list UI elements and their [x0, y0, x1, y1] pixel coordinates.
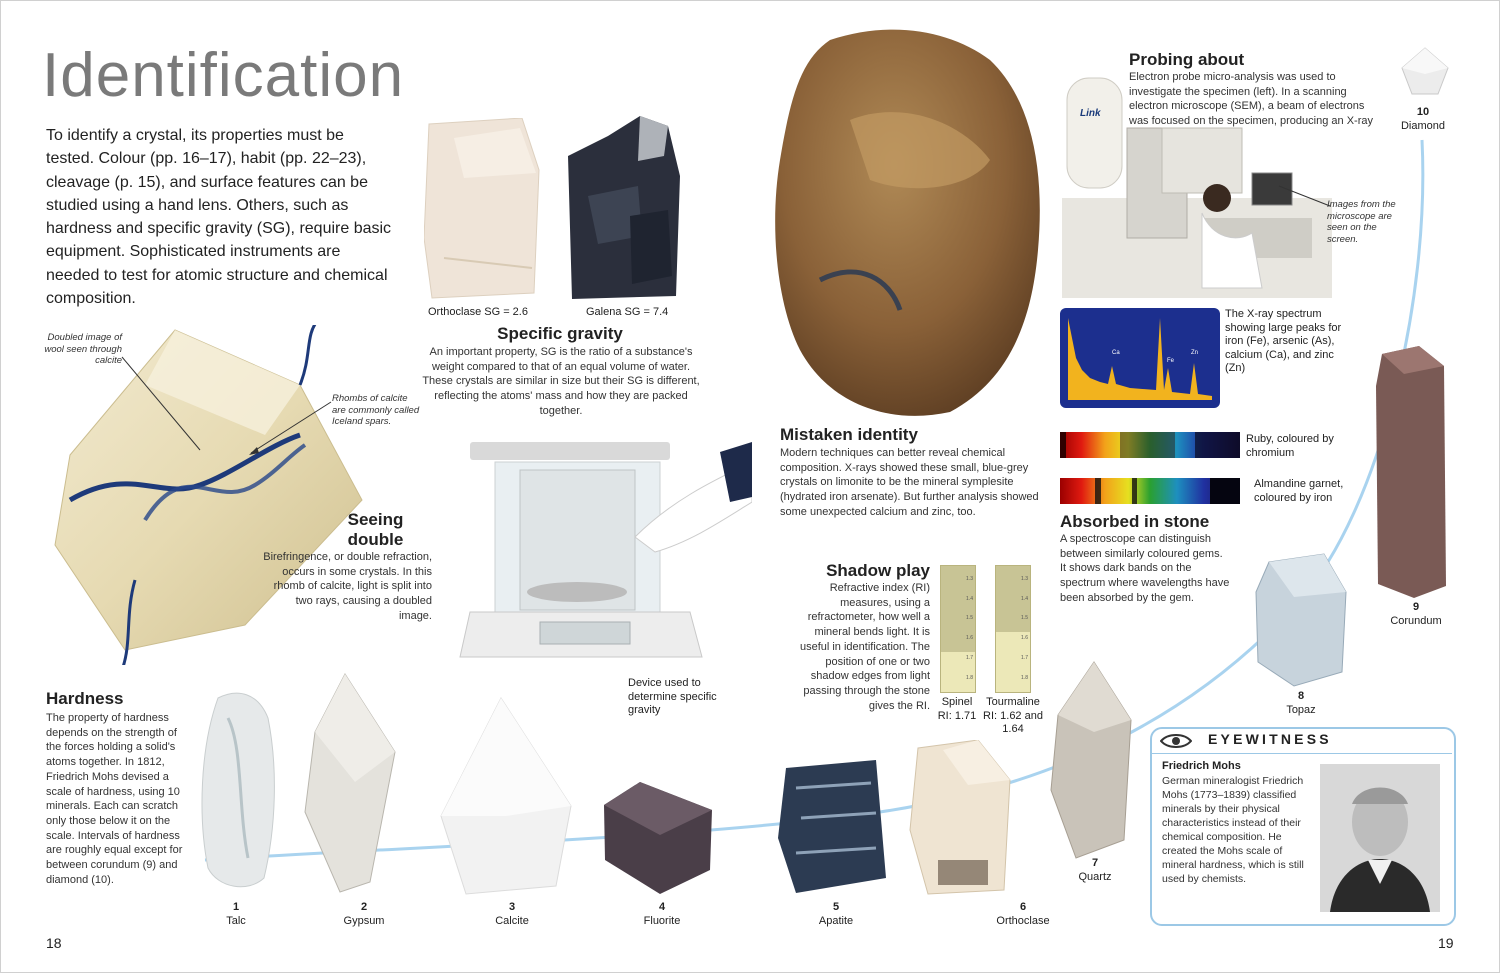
mineral-label-9 — [1356, 600, 1476, 628]
tourmaline-tick: 1.3 — [1021, 576, 1028, 582]
mineral-number: 9 — [1412, 601, 1420, 613]
mineral-label-1 — [176, 900, 296, 928]
garnet-caption: Almandine garnet, coloured by iron — [1254, 478, 1344, 504]
mineral-number: 2 — [360, 901, 368, 913]
mineral-label-7 — [1035, 856, 1155, 884]
page-number-right: 19 — [1438, 935, 1454, 951]
page-number-left: 18 — [46, 935, 62, 951]
page-title: Identification — [42, 41, 405, 110]
mineral-number: 4 — [658, 901, 666, 913]
balance-device-image — [440, 442, 752, 682]
tourmaline-caption: Tourmaline RI: 1.62 and 1.64 — [983, 696, 1043, 735]
eye-icon — [1160, 733, 1192, 749]
absorbed-heading: Absorbed in stone — [1060, 512, 1210, 531]
mineral-name: Quartz — [1078, 871, 1112, 883]
corundum-image — [1374, 346, 1448, 600]
mistaken-identity-body: Modern techniques can better reveal chemical composition. X-rays showed these small, blue-grey crystals on limonite to be the mineral symplesite (hydrated iron arsenate). But further analysis showed some unexpected calcium and zinc, too. — [780, 447, 1039, 518]
mineral-name: Gypsum — [343, 915, 385, 927]
specific-gravity-body: An important property, SG is the ratio of a substance's weight compared to that of an equal volume of water. These crystals are similar in size but their SG is different, reflecting the atoms' mass and how they are packed together. — [422, 346, 700, 417]
galena-crystal-image — [568, 116, 680, 300]
mohs-portrait-image — [1320, 764, 1440, 912]
tourmaline-tick: 1.7 — [1021, 654, 1028, 661]
topaz-image — [1254, 552, 1348, 688]
calcite-crystal-image — [436, 696, 580, 896]
tourmaline-tick: 1.6 — [1021, 635, 1028, 642]
fluorite-image — [600, 780, 718, 896]
shadow-play-heading: Shadow play — [826, 561, 930, 580]
mineral-label-8 — [1241, 689, 1361, 717]
gypsum-image — [300, 672, 400, 894]
seeing-double-body: Birefringence, or double refraction, occurs in some crystals. In this rhomb of calcite, light is split into two rays, causing a doubled image. — [263, 551, 432, 622]
label-doubled-image: Doubled image of wool seen through calcite — [44, 332, 122, 366]
mineral-name: Orthoclase — [996, 915, 1050, 927]
mineral-name: Calcite — [495, 915, 529, 927]
spectrum-caption: The X-ray spectrum showing large peaks for iron (Fe), arsenic (As), calcium (Ca), and zinc (Zn) — [1225, 308, 1342, 374]
absorbed-body: A spectroscope can distinguish between similarly coloured gems. It shows dark bands on the spectrum where wavelengths have been absorbed by the gem. — [1060, 533, 1230, 604]
orthoclase-crystal-2-image — [908, 740, 1014, 896]
seeing-double-heading-line2: double — [347, 530, 404, 549]
peak-label-fe: Fe — [1167, 358, 1175, 364]
mineral-label-2 — [304, 900, 424, 928]
absorption-spectra-image — [1060, 432, 1240, 504]
peak-label-zn: Zn — [1191, 350, 1199, 356]
mineral-label-6 — [963, 900, 1083, 928]
mineral-number: 6 — [1019, 901, 1027, 913]
mineral-number: 8 — [1297, 690, 1305, 702]
galena-sg-caption: Galena SG = 7.4 — [586, 306, 669, 318]
mineral-name: Apatite — [818, 915, 854, 927]
mineral-name: Topaz — [1286, 704, 1316, 716]
spinel-tick: 1.6 — [966, 635, 973, 642]
specific-gravity-heading: Specific gravity — [497, 324, 623, 343]
orthoclase-sg-caption: Orthoclase SG = 2.6 — [428, 306, 528, 318]
probing-heading: Probing about — [1129, 50, 1245, 69]
shadow-play-body: Refractive index (RI) measures, using a refractometer, how well a mineral bends light. It is useful in identification. The position of one or two shadow edges from light passing through the stone gives the RI. — [799, 582, 930, 712]
talc-image — [198, 688, 278, 893]
spinel-scale-ticks — [966, 570, 973, 688]
mineral-number: 10 — [1416, 106, 1430, 118]
mineral-name: Diamond — [1400, 120, 1446, 132]
tourmaline-scale-ticks — [1021, 570, 1028, 688]
eyewitness-title: EYEWITNESS — [1208, 731, 1332, 747]
mistaken-identity-heading: Mistaken identity — [780, 425, 918, 444]
mineral-label-5 — [776, 900, 896, 928]
eyewitness-body: German mineralogist Friedrich Mohs (1773–1839) classified minerals by their physical characteristics instead of their chemical composition. He created the Mohs scale of mineral hardness, which is still used by chemists. — [1162, 775, 1304, 885]
orthoclase-crystal-image — [424, 118, 542, 300]
hardness-heading: Hardness — [46, 689, 124, 708]
leader-line-doubled — [120, 355, 210, 455]
mineral-number: 5 — [832, 901, 840, 913]
mineral-number: 1 — [232, 901, 240, 913]
intro-paragraph: To identify a crystal, its properties must be tested. Colour (pp. 16–17), habit (pp. 22–23), cleavage (p. 15), and surface features can be studied using a hand lens. Others, such as hardness and specific gravity (SG), require basic equipment. Sophisticated instruments are needed to test for atomic structure and chemical composition. — [46, 127, 392, 308]
probing-body: Electron probe micro-analysis was used to investigate the specimen (left). In a scanning electron microscope (SEM), a beam of electrons was focused on the specimen, producing an X-ray — [1129, 71, 1373, 128]
quartz-image — [1046, 660, 1138, 860]
mineral-name: Fluorite — [643, 915, 681, 927]
xray-spectrum-image — [1060, 308, 1220, 408]
mineral-number: 3 — [508, 901, 516, 913]
link-logo: Link — [1080, 108, 1101, 119]
apatite-image — [776, 758, 888, 896]
tourmaline-tick: 1.5 — [1021, 615, 1028, 622]
eyewitness-name: Friedrich Mohs — [1162, 760, 1241, 772]
seeing-double-heading-line1: Seeing — [347, 510, 404, 529]
mineral-label-4 — [602, 900, 722, 928]
peak-label-ca: Ca — [1112, 350, 1120, 356]
mineral-name: Talc — [226, 915, 246, 927]
diamond-image — [1400, 46, 1450, 100]
tourmaline-tick: 1.8 — [1021, 674, 1028, 681]
hardness-body: The property of hardness depends on the strength of the forces holding a solid's atoms together. In 1812, Friedrich Mohs devised a scale of hardness, using 10 minerals. Each can scratch only those below it on the scale. Intervals of hardness are roughly equal except for between corundum (9) and diamond (10). — [46, 712, 183, 886]
spinel-tick: 1.5 — [966, 615, 973, 622]
leader-line-screen — [1275, 182, 1335, 212]
mineral-number: 7 — [1091, 857, 1099, 869]
mineral-label-10 — [1363, 105, 1483, 133]
spinel-tick: 1.8 — [966, 674, 973, 681]
spinel-caption: Spinel RI: 1.71 — [937, 696, 977, 722]
spinel-tick: 1.7 — [966, 654, 973, 661]
tourmaline-tick: 1.4 — [1021, 595, 1028, 602]
tourmaline-refractometer-scale — [995, 565, 1031, 693]
mineral-name: Corundum — [1390, 615, 1442, 627]
ruby-caption: Ruby, coloured by chromium — [1246, 433, 1334, 459]
balance-caption: Device used to determine specific gravity — [628, 677, 717, 716]
leader-line-rhombs — [245, 398, 335, 458]
seeing-double-heading — [330, 510, 421, 550]
screen-label: Images from the microscope are seen on the screen. — [1327, 199, 1396, 245]
label-rhombs: Rhombs of calcite are commonly called Iceland spars. — [332, 393, 420, 427]
spinel-tick: 1.3 — [966, 576, 973, 582]
mineral-label-3 — [452, 900, 572, 928]
spinel-refractometer-scale — [940, 565, 976, 693]
limonite-specimen-image — [770, 20, 1046, 420]
spinel-tick: 1.4 — [966, 595, 973, 602]
